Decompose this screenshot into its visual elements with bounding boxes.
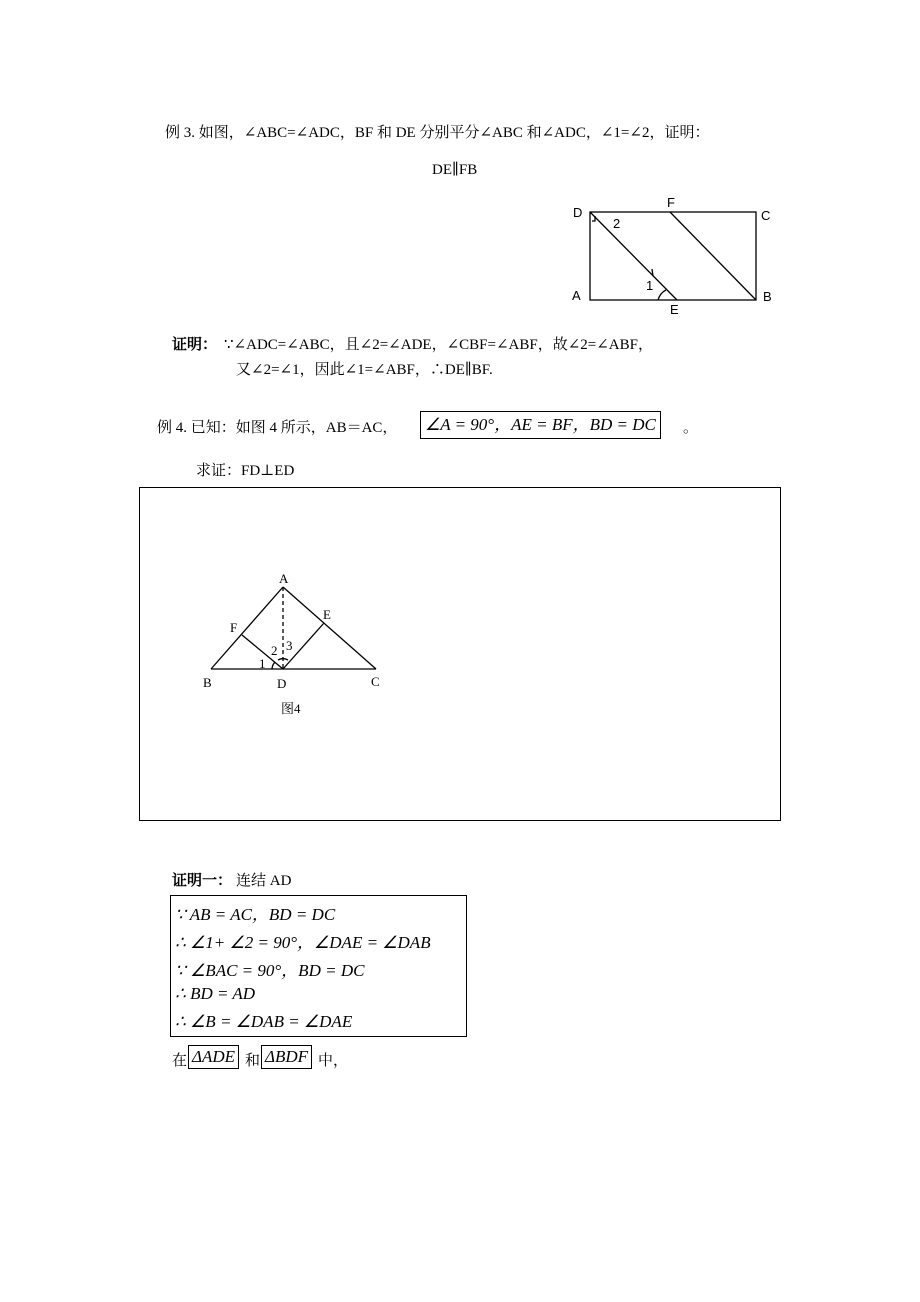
example3-figure — [560, 190, 790, 320]
example3-proof-line2: 又∠2=∠1，因此∠1=∠ABF，∴DE∥BF. — [236, 362, 493, 378]
label-A: A — [279, 571, 289, 586]
label-F: F — [667, 195, 675, 210]
segment-fb — [670, 212, 756, 300]
label-E: E — [670, 302, 679, 317]
example4-intro: 例 4. 已知：如图 4 所示，AB＝AC， — [157, 420, 398, 436]
example4-given-box: ∠A = 90°，AE = BF，BD = DC — [420, 411, 661, 439]
tail-and: 和 — [245, 1053, 261, 1069]
label-D: D — [277, 676, 287, 691]
figure-caption: 图4 — [281, 701, 301, 716]
example4-prove: 求证：FD⊥ED — [196, 463, 295, 479]
label-angle-1: 1 — [646, 278, 654, 293]
tail-suffix: 中， — [318, 1053, 349, 1069]
segment-de — [590, 212, 677, 300]
triangle-bdf-box: ΔBDF — [261, 1045, 312, 1069]
label-C: C — [371, 674, 380, 689]
label-A: A — [572, 288, 581, 303]
proof-step-2: ∴ ∠1+ ∠2 = 90°，∠DAE = ∠DAB — [175, 933, 431, 952]
label-B: B — [203, 675, 212, 690]
example4-after-box: 。 — [683, 420, 699, 436]
label-angle-1: 1 — [259, 656, 266, 671]
label-D: D — [573, 205, 583, 220]
label-angle-2: 2 — [271, 643, 278, 658]
proof-step-3: ∵ ∠BAC = 90°，BD = DC — [175, 961, 365, 980]
example4-figure — [190, 565, 400, 725]
example3-statement: 例 3. 如图，∠ABC=∠ADC，BF 和 DE 分别平分∠ABC 和∠ADC，∠1=∠2，证明： — [165, 125, 710, 141]
angle-mark-1 — [658, 290, 666, 300]
example3-proof-line1: ∵∠ADC=∠ABC，且∠2=∠ADE，∠CBF=∠ABF，故∠2=∠ABF， — [224, 337, 653, 353]
segment-ac — [283, 587, 376, 669]
proof-step-5: ∴ ∠B = ∠DAB = ∠DAE — [175, 1012, 353, 1031]
proof-steps-box — [170, 895, 467, 1037]
angle-arc-1 — [272, 662, 275, 669]
label-C: C — [761, 208, 771, 223]
proof1-label: 证明一： — [172, 873, 233, 889]
label-angle-3: 3 — [286, 638, 293, 653]
example3-goal: DE∥FB — [432, 162, 478, 178]
angle-mark-2 — [592, 216, 595, 221]
proof1-text: 连结 AD — [236, 873, 292, 889]
label-E: E — [323, 607, 331, 622]
tail-prefix: 在 — [172, 1053, 188, 1069]
triangle-ade-box: ΔADE — [188, 1045, 239, 1069]
label-B: B — [763, 289, 772, 304]
proof-step-1: ∵ AB = AC，BD = DC — [175, 905, 336, 924]
label-angle-2: 2 — [613, 216, 621, 231]
proof-step-4: ∴ BD = AD — [175, 984, 256, 1003]
label-F: F — [230, 620, 238, 635]
example3-proof-label: 证明： — [172, 337, 218, 353]
